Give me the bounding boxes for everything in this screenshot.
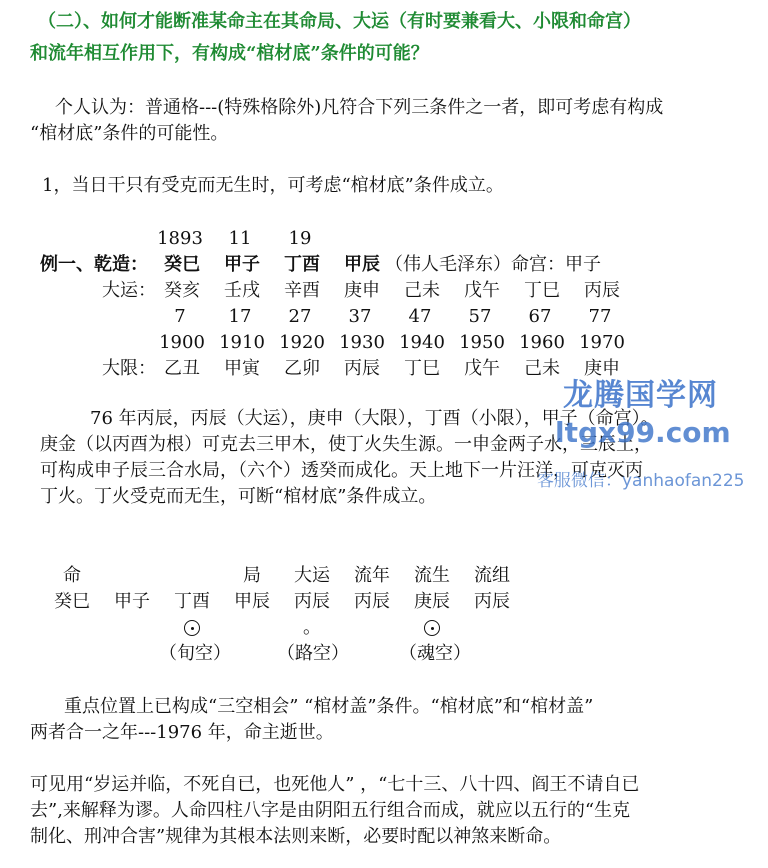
chart-pillar: 甲子	[114, 591, 150, 612]
year-item: 1920	[279, 332, 325, 353]
year-item: 1930	[339, 332, 385, 353]
year-number: 11	[228, 228, 252, 249]
year-item: 1900	[159, 332, 205, 353]
year-item: 1940	[399, 332, 445, 353]
heading-line-1: （二）、如何才能断准某命主在其命局、大运（有时要兼看大、小限和命宫）	[38, 11, 641, 32]
watermark-site-name: 龙腾国学网	[563, 378, 718, 413]
age-item: 57	[468, 306, 492, 327]
final-line-1: 可见用“岁运并临，不死自已，也死他人” ，“七十三、八十四、阎王不请自已	[30, 774, 640, 795]
pillar-row	[0, 252, 768, 278]
dayun-item: 癸亥	[164, 280, 200, 301]
age-row	[0, 304, 768, 330]
age-item: 7	[174, 306, 186, 327]
chart-header: 大运	[294, 565, 330, 586]
year-item: 1960	[519, 332, 565, 353]
age-item: 67	[528, 306, 552, 327]
chart-header: 局	[243, 565, 261, 586]
dayun-row	[0, 278, 768, 304]
year-row	[0, 330, 768, 356]
final-line-2: 去”,来解释为谬。人命四柱八字是由阴阳五行组合而成，就应以五行的“生克	[30, 800, 631, 821]
pillar: 甲子	[224, 254, 260, 275]
chart-pillar: 丙辰	[354, 591, 390, 612]
daxian-item: 乙卯	[284, 358, 320, 379]
daxian-label: 大限：	[102, 358, 156, 379]
chart-header: 流生	[414, 565, 450, 586]
daxian-item: 乙丑	[164, 358, 200, 379]
chart-pillar: 丙辰	[294, 591, 330, 612]
age-item: 47	[408, 306, 432, 327]
daxian-item: 甲寅	[224, 358, 260, 379]
chart-pillar: 甲辰	[234, 591, 270, 612]
analysis-line-3: 可构成申子辰三合水局，（六个）透癸而成化。天上地下一片汪洋，可克灭丙	[40, 460, 643, 481]
intro-line-2: “棺材底”条件的可能性。	[30, 123, 229, 144]
analysis-line-2: 庚金（以丙酉为根）可克去三甲木，使丁火失生源。一申金两子水，三辰土，	[40, 434, 652, 455]
daxian-item: 庚申	[584, 358, 620, 379]
chart-header-row	[0, 563, 768, 589]
chart-header: 流组	[474, 565, 510, 586]
daxian-item: 戊午	[464, 358, 500, 379]
dayun-item: 戊午	[464, 280, 500, 301]
analysis-line-4: 丁火。丁火受克而无生，可断“棺材底”条件成立。	[40, 486, 437, 507]
chart-mark-row	[0, 615, 768, 641]
dayun-item: 辛酉	[284, 280, 320, 301]
dayun-item: 丙辰	[584, 280, 620, 301]
daxian-item: 丙辰	[344, 358, 380, 379]
final-line-3: 制化、刑冲合害”规律为其根本法则来断，必要时配以神煞来断命。	[30, 826, 562, 847]
conclusion-line-2: 两者合一之年---1976 年，命主逝世。	[30, 722, 334, 743]
year-number: 19	[288, 228, 312, 249]
watermark-url: ltgx99.com	[555, 416, 731, 449]
circle-dot-icon	[160, 615, 224, 641]
chart-pillar: 癸巳	[54, 591, 90, 612]
year-number-row	[0, 226, 768, 252]
dayun-item: 己未	[404, 280, 440, 301]
pillar: 癸巳	[164, 254, 200, 275]
kong-label: （路空）	[277, 643, 349, 664]
pillar: 甲辰	[344, 254, 380, 275]
kong-label: （魂空）	[399, 643, 471, 664]
year-number: 1893	[157, 228, 203, 249]
year-item: 1950	[459, 332, 505, 353]
dot-mark: 。	[303, 617, 321, 638]
daxian-item: 己未	[524, 358, 560, 379]
intro-line-1: 个人认为：普通格---(特殊格除外)凡符合下列三条件之一者，即可考虑有构成	[55, 97, 664, 118]
condition-1: 1，当日干只有受克而无生时，可考虑“棺材底”条件成立。	[42, 175, 504, 196]
age-item: 37	[348, 306, 372, 327]
chart-header: 流年	[354, 565, 390, 586]
age-item: 27	[288, 306, 312, 327]
year-item: 1970	[579, 332, 625, 353]
chart-kong-row	[0, 641, 768, 667]
example-label: 例一、乾造：	[40, 254, 148, 275]
chart-pillar: 丁酉	[174, 591, 210, 612]
chart-pillar-row	[0, 589, 768, 615]
age-item: 17	[228, 306, 252, 327]
dayun-item: 壬戌	[224, 280, 260, 301]
conclusion-line-1: 重点位置上已构成“三空相会” “棺材盖”条件。“棺材底”和“棺材盖”	[64, 696, 594, 717]
kong-label: （旬空）	[159, 643, 231, 664]
pillar: 丁酉	[284, 254, 320, 275]
chart-header: 命	[63, 565, 81, 586]
watermark-contact: 客服微信：yanhaofan225	[537, 471, 745, 491]
dayun-label: 大运：	[102, 280, 156, 301]
circle-dot-icon	[400, 615, 464, 641]
daxian-item: 丁巳	[404, 358, 440, 379]
dayun-item: 丁巳	[524, 280, 560, 301]
example-note: （伟人毛泽东）命宫：甲子	[385, 254, 601, 275]
analysis-line-1: 76 年丙辰，丙辰（大运），庚申（大限），丁酉（小限），甲子（命宫）。	[90, 408, 659, 429]
year-item: 1910	[219, 332, 265, 353]
chart-pillar: 庚辰	[414, 591, 450, 612]
chart-pillar: 丙辰	[474, 591, 510, 612]
heading-line-2: 和流年相互作用下，有构成“棺材底”条件的可能？	[30, 43, 429, 64]
dayun-item: 庚申	[344, 280, 380, 301]
age-item: 77	[588, 306, 612, 327]
